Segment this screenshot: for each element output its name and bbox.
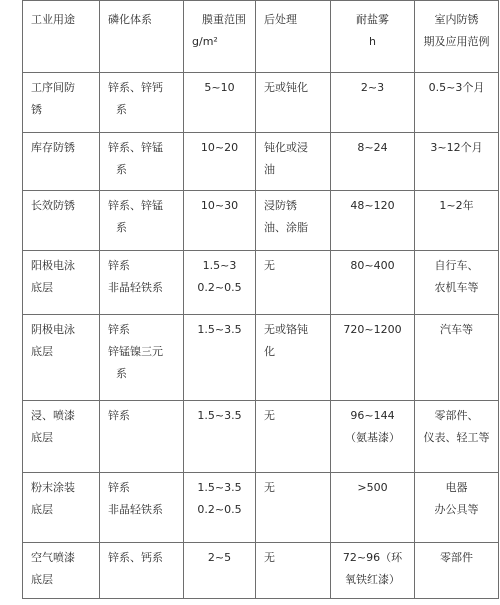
cell-line: 零部件、 xyxy=(434,409,479,422)
cell-line: 化 xyxy=(264,345,275,358)
cell-line: 锈 xyxy=(31,103,42,116)
cell-app xyxy=(415,73,499,133)
cell-line: 锌系、锌钙 xyxy=(108,81,163,94)
cell-salt xyxy=(331,401,415,473)
cell-post xyxy=(256,401,331,473)
cell-line: 锌系 xyxy=(108,481,130,494)
cell-weight xyxy=(184,543,256,599)
cell-line: 底层 xyxy=(31,345,53,358)
table-row xyxy=(23,315,499,401)
header-row xyxy=(23,1,499,73)
cell-system xyxy=(100,401,184,473)
cell-app xyxy=(415,543,499,599)
cell-post xyxy=(256,73,331,133)
cell-system xyxy=(100,473,184,543)
cell-salt xyxy=(331,543,415,599)
cell-line: 油、涂脂 xyxy=(264,221,308,234)
cell-line: 自行车、 xyxy=(434,259,479,272)
cell-line: 72~96（环 xyxy=(342,551,403,564)
table-row xyxy=(23,473,499,543)
cell-salt xyxy=(331,191,415,251)
cell-line: 锌系 xyxy=(108,259,130,272)
cell-line: 油 xyxy=(264,163,275,176)
cell-line: 无 xyxy=(264,409,275,422)
cell-use xyxy=(23,543,100,599)
cell-app xyxy=(415,473,499,543)
cell-weight xyxy=(184,251,256,315)
cell-line: 底层 xyxy=(31,573,53,586)
table-row xyxy=(23,543,499,599)
cell-weight xyxy=(184,133,256,191)
cell-weight xyxy=(184,401,256,473)
cell-line: 氧铁红漆） xyxy=(345,573,400,586)
cell-system xyxy=(100,133,184,191)
cell-line: 无或铬钝 xyxy=(264,323,308,336)
cell-use xyxy=(23,315,100,401)
header-weight-unit: g/m² xyxy=(192,35,218,48)
header-salt-label: 耐盐雾 xyxy=(356,13,389,26)
cell-line: 10~30 xyxy=(200,199,239,212)
cell-weight xyxy=(184,473,256,543)
cell-system xyxy=(100,251,184,315)
cell-system xyxy=(100,73,184,133)
cell-line: 锌系 xyxy=(108,409,130,422)
cell-line: 空气喷漆 xyxy=(31,551,75,564)
cell-system xyxy=(100,315,184,401)
cell-line: 80~400 xyxy=(350,259,395,272)
cell-line: 浸、喷漆 xyxy=(31,409,75,422)
cell-line: 农机车等 xyxy=(434,281,479,294)
table-row xyxy=(23,251,499,315)
cell-line: 底层 xyxy=(31,281,53,294)
table-row xyxy=(23,191,499,251)
cell-line: 钝化或浸 xyxy=(264,141,308,154)
cell-line: 96~144 xyxy=(350,409,395,422)
cell-line: 浸防锈 xyxy=(264,199,297,212)
cell-line: 系 xyxy=(116,163,127,176)
cell-post xyxy=(256,133,331,191)
cell-line: 非晶轻铁系 xyxy=(108,281,163,294)
phosphating-table xyxy=(22,0,499,599)
cell-line: 锌系、锌锰 xyxy=(108,141,163,154)
cell-line: 底层 xyxy=(31,431,53,444)
header-system: 磷化体系 xyxy=(100,1,184,73)
cell-line: 1.5~3 xyxy=(202,259,237,272)
cell-line: 无 xyxy=(264,259,275,272)
cell-line: 办公具等 xyxy=(434,503,479,516)
cell-line: 1.5~3.5 xyxy=(197,481,242,494)
cell-post xyxy=(256,543,331,599)
header-weight-label: 膜重范围 xyxy=(202,13,246,26)
cell-line: >500 xyxy=(357,481,388,494)
cell-line: 非晶轻铁系 xyxy=(108,503,163,516)
cell-app xyxy=(415,191,499,251)
cell-line: 工序间防 xyxy=(31,81,75,94)
cell-line: 720~1200 xyxy=(343,323,402,336)
table-row xyxy=(23,133,499,191)
cell-line: 底层 xyxy=(31,503,53,516)
cell-line: 48~120 xyxy=(350,199,395,212)
cell-app xyxy=(415,133,499,191)
cell-use xyxy=(23,191,100,251)
cell-use xyxy=(23,73,100,133)
cell-line: 锌系、锌锰 xyxy=(108,199,163,212)
cell-line: 粉末涂装 xyxy=(31,481,75,494)
cell-line: 8~24 xyxy=(357,141,388,154)
cell-weight xyxy=(184,191,256,251)
cell-line: 10~20 xyxy=(200,141,239,154)
cell-line: 电器 xyxy=(445,481,468,494)
header-post: 后处理 xyxy=(256,1,331,73)
cell-line: 0.2~0.5 xyxy=(197,281,242,294)
cell-use xyxy=(23,133,100,191)
cell-system xyxy=(100,543,184,599)
cell-system xyxy=(100,191,184,251)
cell-line: 3~12个月 xyxy=(430,141,483,154)
cell-line: 汽车等 xyxy=(440,323,473,336)
cell-line: 1.5~3.5 xyxy=(197,409,242,422)
cell-line: 无 xyxy=(264,551,275,564)
cell-salt xyxy=(331,73,415,133)
cell-app xyxy=(415,251,499,315)
cell-line: 阳极电泳 xyxy=(31,259,75,272)
cell-line: 系 xyxy=(116,367,127,380)
cell-line: 零部件 xyxy=(440,551,473,564)
table-row xyxy=(23,73,499,133)
cell-salt xyxy=(331,315,415,401)
cell-post xyxy=(256,315,331,401)
cell-app xyxy=(415,315,499,401)
cell-use xyxy=(23,251,100,315)
cell-line: 0.5~3个月 xyxy=(428,81,485,94)
cell-post xyxy=(256,191,331,251)
cell-weight xyxy=(184,315,256,401)
cell-post xyxy=(256,251,331,315)
cell-line: 1.5~3.5 xyxy=(197,323,242,336)
cell-line: 仪表、轻工等 xyxy=(423,431,490,444)
cell-line: 无或钝化 xyxy=(264,81,308,94)
header-app-line2: 期及应用范例 xyxy=(423,35,490,48)
cell-line: 2~3 xyxy=(360,81,385,94)
cell-use xyxy=(23,473,100,543)
cell-app xyxy=(415,401,499,473)
cell-line: （氨基漆） xyxy=(345,431,400,444)
cell-line: 系 xyxy=(116,103,127,116)
header-salt-unit: h xyxy=(369,35,376,48)
cell-line: 锌系 xyxy=(108,323,130,336)
cell-use xyxy=(23,401,100,473)
cell-line: 0.2~0.5 xyxy=(197,503,242,516)
header-app-line1: 室内防锈 xyxy=(434,13,479,26)
cell-line: 长效防锈 xyxy=(31,199,75,212)
cell-line: 2~5 xyxy=(207,551,232,564)
header-app xyxy=(415,1,499,73)
cell-salt xyxy=(331,473,415,543)
header-salt xyxy=(331,1,415,73)
cell-salt xyxy=(331,133,415,191)
cell-line: 1~2年 xyxy=(439,199,474,212)
cell-line: 锌系、钙系 xyxy=(108,551,163,564)
cell-post xyxy=(256,473,331,543)
table-row xyxy=(23,401,499,473)
cell-line: 系 xyxy=(116,221,127,234)
cell-line: 锌锰镍三元 xyxy=(108,345,163,358)
header-use: 工业用途 xyxy=(23,1,100,73)
cell-line: 无 xyxy=(264,481,275,494)
cell-salt xyxy=(331,251,415,315)
header-weight xyxy=(184,1,256,73)
cell-line: 库存防锈 xyxy=(31,141,75,154)
cell-weight xyxy=(184,73,256,133)
cell-line: 阴极电泳 xyxy=(31,323,75,336)
cell-line: 5~10 xyxy=(204,81,235,94)
